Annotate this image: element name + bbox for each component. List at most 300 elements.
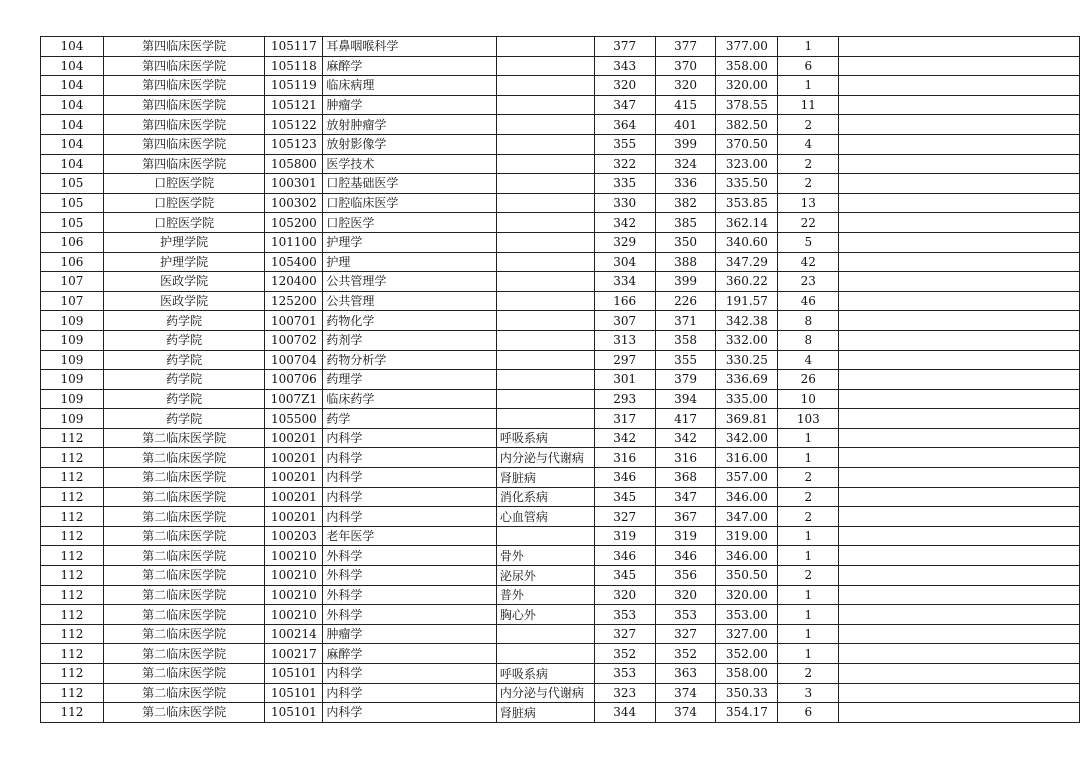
remarks-cell [839,644,1080,664]
max-score-cell: 226 [655,291,716,311]
major-name-cell: 临床病理 [323,76,496,96]
max-score-cell: 320 [655,76,716,96]
admitted-count-cell: 2 [778,154,839,174]
remarks-cell [839,213,1080,233]
major-code-cell: 105500 [265,409,323,429]
college-code-cell: 112 [41,664,104,684]
admitted-count-cell: 13 [778,193,839,213]
college-code-cell: 104 [41,95,104,115]
major-name-cell: 放射肿瘤学 [323,115,496,135]
research-direction-cell [496,272,594,292]
major-code-cell: 120400 [265,272,323,292]
admitted-count-cell: 1 [778,546,839,566]
research-direction-cell: 内分泌与代谢病 [496,683,594,703]
college-name-cell: 药学院 [103,350,265,370]
major-code-cell: 1007Z1 [265,389,323,409]
table-row [41,350,1080,370]
remarks-cell [839,526,1080,546]
admitted-count-cell: 11 [778,95,839,115]
research-direction-cell: 肾脏病 [496,468,594,488]
table-row [41,272,1080,292]
table-row [41,389,1080,409]
avg-score-cell: 357.00 [716,468,778,488]
avg-score-cell: 332.00 [716,330,778,350]
admitted-count-cell: 1 [778,76,839,96]
college-name-cell: 第二临床医学院 [103,703,265,723]
college-name-cell: 第二临床医学院 [103,664,265,684]
admitted-count-cell: 22 [778,213,839,233]
college-name-cell: 第二临床医学院 [103,546,265,566]
admitted-count-cell: 26 [778,370,839,390]
remarks-cell [839,193,1080,213]
min-score-cell: 313 [594,330,655,350]
table-row [41,448,1080,468]
max-score-cell: 394 [655,389,716,409]
research-direction-cell [496,644,594,664]
research-direction-cell [496,56,594,76]
major-name-cell: 口腔医学 [323,213,496,233]
max-score-cell: 399 [655,272,716,292]
college-code-cell: 104 [41,154,104,174]
college-name-cell: 第二临床医学院 [103,624,265,644]
major-code-cell: 100203 [265,526,323,546]
major-code-cell: 100701 [265,311,323,331]
college-name-cell: 药学院 [103,389,265,409]
major-name-cell: 药学 [323,409,496,429]
remarks-cell [839,624,1080,644]
min-score-cell: 329 [594,232,655,252]
remarks-cell [839,330,1080,350]
avg-score-cell: 335.00 [716,389,778,409]
table-row [41,703,1080,723]
avg-score-cell: 382.50 [716,115,778,135]
research-direction-cell: 骨外 [496,546,594,566]
major-name-cell: 公共管理 [323,291,496,311]
admitted-count-cell: 2 [778,115,839,135]
remarks-cell [839,468,1080,488]
min-score-cell: 364 [594,115,655,135]
table-row [41,154,1080,174]
table-row [41,252,1080,272]
research-direction-cell: 消化系病 [496,487,594,507]
avg-score-cell: 370.50 [716,134,778,154]
max-score-cell: 385 [655,213,716,233]
remarks-cell [839,585,1080,605]
college-name-cell: 第四临床医学院 [103,154,265,174]
research-direction-cell [496,389,594,409]
max-score-cell: 358 [655,330,716,350]
avg-score-cell: 353.85 [716,193,778,213]
max-score-cell: 324 [655,154,716,174]
major-name-cell: 药理学 [323,370,496,390]
research-direction-cell: 泌尿外 [496,566,594,586]
min-score-cell: 293 [594,389,655,409]
min-score-cell: 342 [594,428,655,448]
avg-score-cell: 352.00 [716,644,778,664]
college-code-cell: 109 [41,370,104,390]
remarks-cell [839,95,1080,115]
min-score-cell: 322 [594,154,655,174]
major-code-cell: 101100 [265,232,323,252]
max-score-cell: 399 [655,134,716,154]
admitted-count-cell: 1 [778,644,839,664]
remarks-cell [839,566,1080,586]
table-row [41,193,1080,213]
min-score-cell: 345 [594,487,655,507]
table-row [41,56,1080,76]
college-code-cell: 112 [41,507,104,527]
college-code-cell: 112 [41,428,104,448]
major-code-cell: 100217 [265,644,323,664]
research-direction-cell: 心血管病 [496,507,594,527]
table-row [41,487,1080,507]
major-name-cell: 口腔基础医学 [323,174,496,194]
min-score-cell: 330 [594,193,655,213]
college-name-cell: 口腔医学院 [103,174,265,194]
max-score-cell: 356 [655,566,716,586]
remarks-cell [839,37,1080,57]
college-name-cell: 医政学院 [103,291,265,311]
admitted-count-cell: 4 [778,350,839,370]
college-code-cell: 104 [41,76,104,96]
major-name-cell: 公共管理学 [323,272,496,292]
table-row [41,311,1080,331]
admitted-count-cell: 4 [778,134,839,154]
table-row [41,174,1080,194]
avg-score-cell: 346.00 [716,546,778,566]
major-name-cell: 外科学 [323,605,496,625]
college-name-cell: 第四临床医学院 [103,56,265,76]
major-code-cell: 105101 [265,683,323,703]
research-direction-cell: 呼吸系病 [496,664,594,684]
avg-score-cell: 353.00 [716,605,778,625]
remarks-cell [839,115,1080,135]
college-code-cell: 112 [41,703,104,723]
min-score-cell: 377 [594,37,655,57]
admitted-count-cell: 1 [778,448,839,468]
remarks-cell [839,154,1080,174]
admitted-count-cell: 2 [778,664,839,684]
admitted-count-cell: 1 [778,37,839,57]
college-name-cell: 药学院 [103,409,265,429]
major-code-cell: 105101 [265,664,323,684]
research-direction-cell [496,213,594,233]
college-name-cell: 药学院 [103,311,265,331]
table-row [41,115,1080,135]
major-name-cell: 外科学 [323,566,496,586]
major-name-cell: 口腔临床医学 [323,193,496,213]
college-name-cell: 第四临床医学院 [103,115,265,135]
research-direction-cell [496,370,594,390]
min-score-cell: 342 [594,213,655,233]
table-row [41,644,1080,664]
admitted-count-cell: 23 [778,272,839,292]
avg-score-cell: 347.00 [716,507,778,527]
remarks-cell [839,311,1080,331]
major-name-cell: 药剂学 [323,330,496,350]
research-direction-cell [496,154,594,174]
major-code-cell: 100201 [265,428,323,448]
max-score-cell: 374 [655,683,716,703]
table-row [41,428,1080,448]
college-name-cell: 第二临床医学院 [103,566,265,586]
college-name-cell: 第二临床医学院 [103,683,265,703]
min-score-cell: 346 [594,468,655,488]
research-direction-cell: 内分泌与代谢病 [496,448,594,468]
college-name-cell: 护理学院 [103,252,265,272]
avg-score-cell: 336.69 [716,370,778,390]
avg-score-cell: 378.55 [716,95,778,115]
admitted-count-cell: 42 [778,252,839,272]
admitted-count-cell: 3 [778,683,839,703]
major-code-cell: 100702 [265,330,323,350]
research-direction-cell [496,311,594,331]
research-direction-cell: 普外 [496,585,594,605]
admitted-count-cell: 8 [778,311,839,331]
remarks-cell [839,174,1080,194]
remarks-cell [839,487,1080,507]
major-name-cell: 医学技术 [323,154,496,174]
college-code-cell: 107 [41,272,104,292]
major-code-cell: 105400 [265,252,323,272]
table-row [41,605,1080,625]
college-code-cell: 104 [41,134,104,154]
college-name-cell: 口腔医学院 [103,193,265,213]
major-code-cell: 100210 [265,605,323,625]
college-code-cell: 112 [41,526,104,546]
college-name-cell: 第四临床医学院 [103,76,265,96]
college-code-cell: 112 [41,585,104,605]
max-score-cell: 350 [655,232,716,252]
college-code-cell: 105 [41,193,104,213]
college-code-cell: 109 [41,330,104,350]
college-code-cell: 112 [41,605,104,625]
table-row [41,134,1080,154]
avg-score-cell: 350.33 [716,683,778,703]
major-name-cell: 内科学 [323,703,496,723]
major-name-cell: 外科学 [323,546,496,566]
max-score-cell: 417 [655,409,716,429]
college-name-cell: 第二临床医学院 [103,428,265,448]
major-name-cell: 麻醉学 [323,644,496,664]
avg-score-cell: 335.50 [716,174,778,194]
min-score-cell: 320 [594,585,655,605]
admitted-count-cell: 1 [778,605,839,625]
remarks-cell [839,134,1080,154]
remarks-cell [839,370,1080,390]
major-code-cell: 105118 [265,56,323,76]
major-code-cell: 100301 [265,174,323,194]
admitted-count-cell: 10 [778,389,839,409]
table-row [41,370,1080,390]
major-name-cell: 临床药学 [323,389,496,409]
min-score-cell: 327 [594,624,655,644]
max-score-cell: 355 [655,350,716,370]
major-code-cell: 100704 [265,350,323,370]
college-name-cell: 第二临床医学院 [103,585,265,605]
max-score-cell: 319 [655,526,716,546]
admitted-count-cell: 2 [778,566,839,586]
remarks-cell [839,252,1080,272]
remarks-cell [839,389,1080,409]
min-score-cell: 335 [594,174,655,194]
college-name-cell: 第二临床医学院 [103,507,265,527]
max-score-cell: 401 [655,115,716,135]
research-direction-cell [496,291,594,311]
min-score-cell: 297 [594,350,655,370]
admitted-count-cell: 2 [778,174,839,194]
min-score-cell: 346 [594,546,655,566]
min-score-cell: 343 [594,56,655,76]
max-score-cell: 320 [655,585,716,605]
min-score-cell: 334 [594,272,655,292]
avg-score-cell: 369.81 [716,409,778,429]
min-score-cell: 166 [594,291,655,311]
avg-score-cell: 358.00 [716,664,778,684]
college-code-cell: 105 [41,213,104,233]
admitted-count-cell: 8 [778,330,839,350]
college-code-cell: 104 [41,56,104,76]
avg-score-cell: 319.00 [716,526,778,546]
min-score-cell: 317 [594,409,655,429]
max-score-cell: 363 [655,664,716,684]
avg-score-cell: 320.00 [716,76,778,96]
table-row [41,37,1080,57]
major-code-cell: 100210 [265,585,323,605]
remarks-cell [839,703,1080,723]
college-code-cell: 109 [41,409,104,429]
major-code-cell: 105121 [265,95,323,115]
college-code-cell: 106 [41,232,104,252]
table-row [41,526,1080,546]
college-name-cell: 护理学院 [103,232,265,252]
research-direction-cell: 胸心外 [496,605,594,625]
research-direction-cell [496,37,594,57]
avg-score-cell: 327.00 [716,624,778,644]
max-score-cell: 352 [655,644,716,664]
max-score-cell: 316 [655,448,716,468]
table-row [41,76,1080,96]
college-code-cell: 112 [41,487,104,507]
table-row [41,468,1080,488]
research-direction-cell [496,252,594,272]
min-score-cell: 353 [594,605,655,625]
major-code-cell: 100302 [265,193,323,213]
major-name-cell: 护理学 [323,232,496,252]
major-name-cell: 内科学 [323,448,496,468]
college-code-cell: 112 [41,683,104,703]
research-direction-cell [496,174,594,194]
research-direction-cell [496,193,594,213]
table-row [41,409,1080,429]
admitted-count-cell: 2 [778,507,839,527]
admission-score-table [40,36,1080,723]
college-code-cell: 112 [41,566,104,586]
admitted-count-cell: 6 [778,703,839,723]
table-row [41,232,1080,252]
max-score-cell: 374 [655,703,716,723]
max-score-cell: 371 [655,311,716,331]
research-direction-cell [496,624,594,644]
major-code-cell: 105122 [265,115,323,135]
table-row [41,624,1080,644]
admitted-count-cell: 1 [778,526,839,546]
college-code-cell: 112 [41,546,104,566]
avg-score-cell: 362.14 [716,213,778,233]
max-score-cell: 379 [655,370,716,390]
research-direction-cell [496,134,594,154]
max-score-cell: 370 [655,56,716,76]
remarks-cell [839,291,1080,311]
admitted-count-cell: 46 [778,291,839,311]
college-name-cell: 药学院 [103,370,265,390]
remarks-cell [839,605,1080,625]
remarks-cell [839,409,1080,429]
avg-score-cell: 358.00 [716,56,778,76]
major-code-cell: 100706 [265,370,323,390]
table-row [41,507,1080,527]
research-direction-cell: 呼吸系病 [496,428,594,448]
research-direction-cell [496,232,594,252]
major-name-cell: 外科学 [323,585,496,605]
college-name-cell: 第四临床医学院 [103,134,265,154]
admitted-count-cell: 103 [778,409,839,429]
major-name-cell: 内科学 [323,664,496,684]
min-score-cell: 301 [594,370,655,390]
avg-score-cell: 320.00 [716,585,778,605]
table-row [41,566,1080,586]
remarks-cell [839,350,1080,370]
major-code-cell: 105101 [265,703,323,723]
research-direction-cell [496,330,594,350]
table-row [41,546,1080,566]
major-code-cell: 105800 [265,154,323,174]
max-score-cell: 346 [655,546,716,566]
min-score-cell: 353 [594,664,655,684]
remarks-cell [839,683,1080,703]
college-name-cell: 药学院 [103,330,265,350]
major-name-cell: 药物化学 [323,311,496,331]
remarks-cell [839,232,1080,252]
avg-score-cell: 340.60 [716,232,778,252]
major-code-cell: 100210 [265,546,323,566]
college-code-cell: 109 [41,350,104,370]
min-score-cell: 352 [594,644,655,664]
avg-score-cell: 360.22 [716,272,778,292]
research-direction-cell [496,95,594,115]
remarks-cell [839,664,1080,684]
min-score-cell: 344 [594,703,655,723]
research-direction-cell [496,526,594,546]
college-code-cell: 112 [41,448,104,468]
min-score-cell: 345 [594,566,655,586]
major-code-cell: 100201 [265,448,323,468]
major-code-cell: 105119 [265,76,323,96]
college-code-cell: 105 [41,174,104,194]
college-name-cell: 第四临床医学院 [103,37,265,57]
remarks-cell [839,507,1080,527]
avg-score-cell: 377.00 [716,37,778,57]
table-row [41,585,1080,605]
major-code-cell: 100210 [265,566,323,586]
college-code-cell: 104 [41,37,104,57]
major-name-cell: 肿瘤学 [323,95,496,115]
major-code-cell: 100201 [265,507,323,527]
college-code-cell: 112 [41,468,104,488]
remarks-cell [839,56,1080,76]
max-score-cell: 327 [655,624,716,644]
max-score-cell: 388 [655,252,716,272]
